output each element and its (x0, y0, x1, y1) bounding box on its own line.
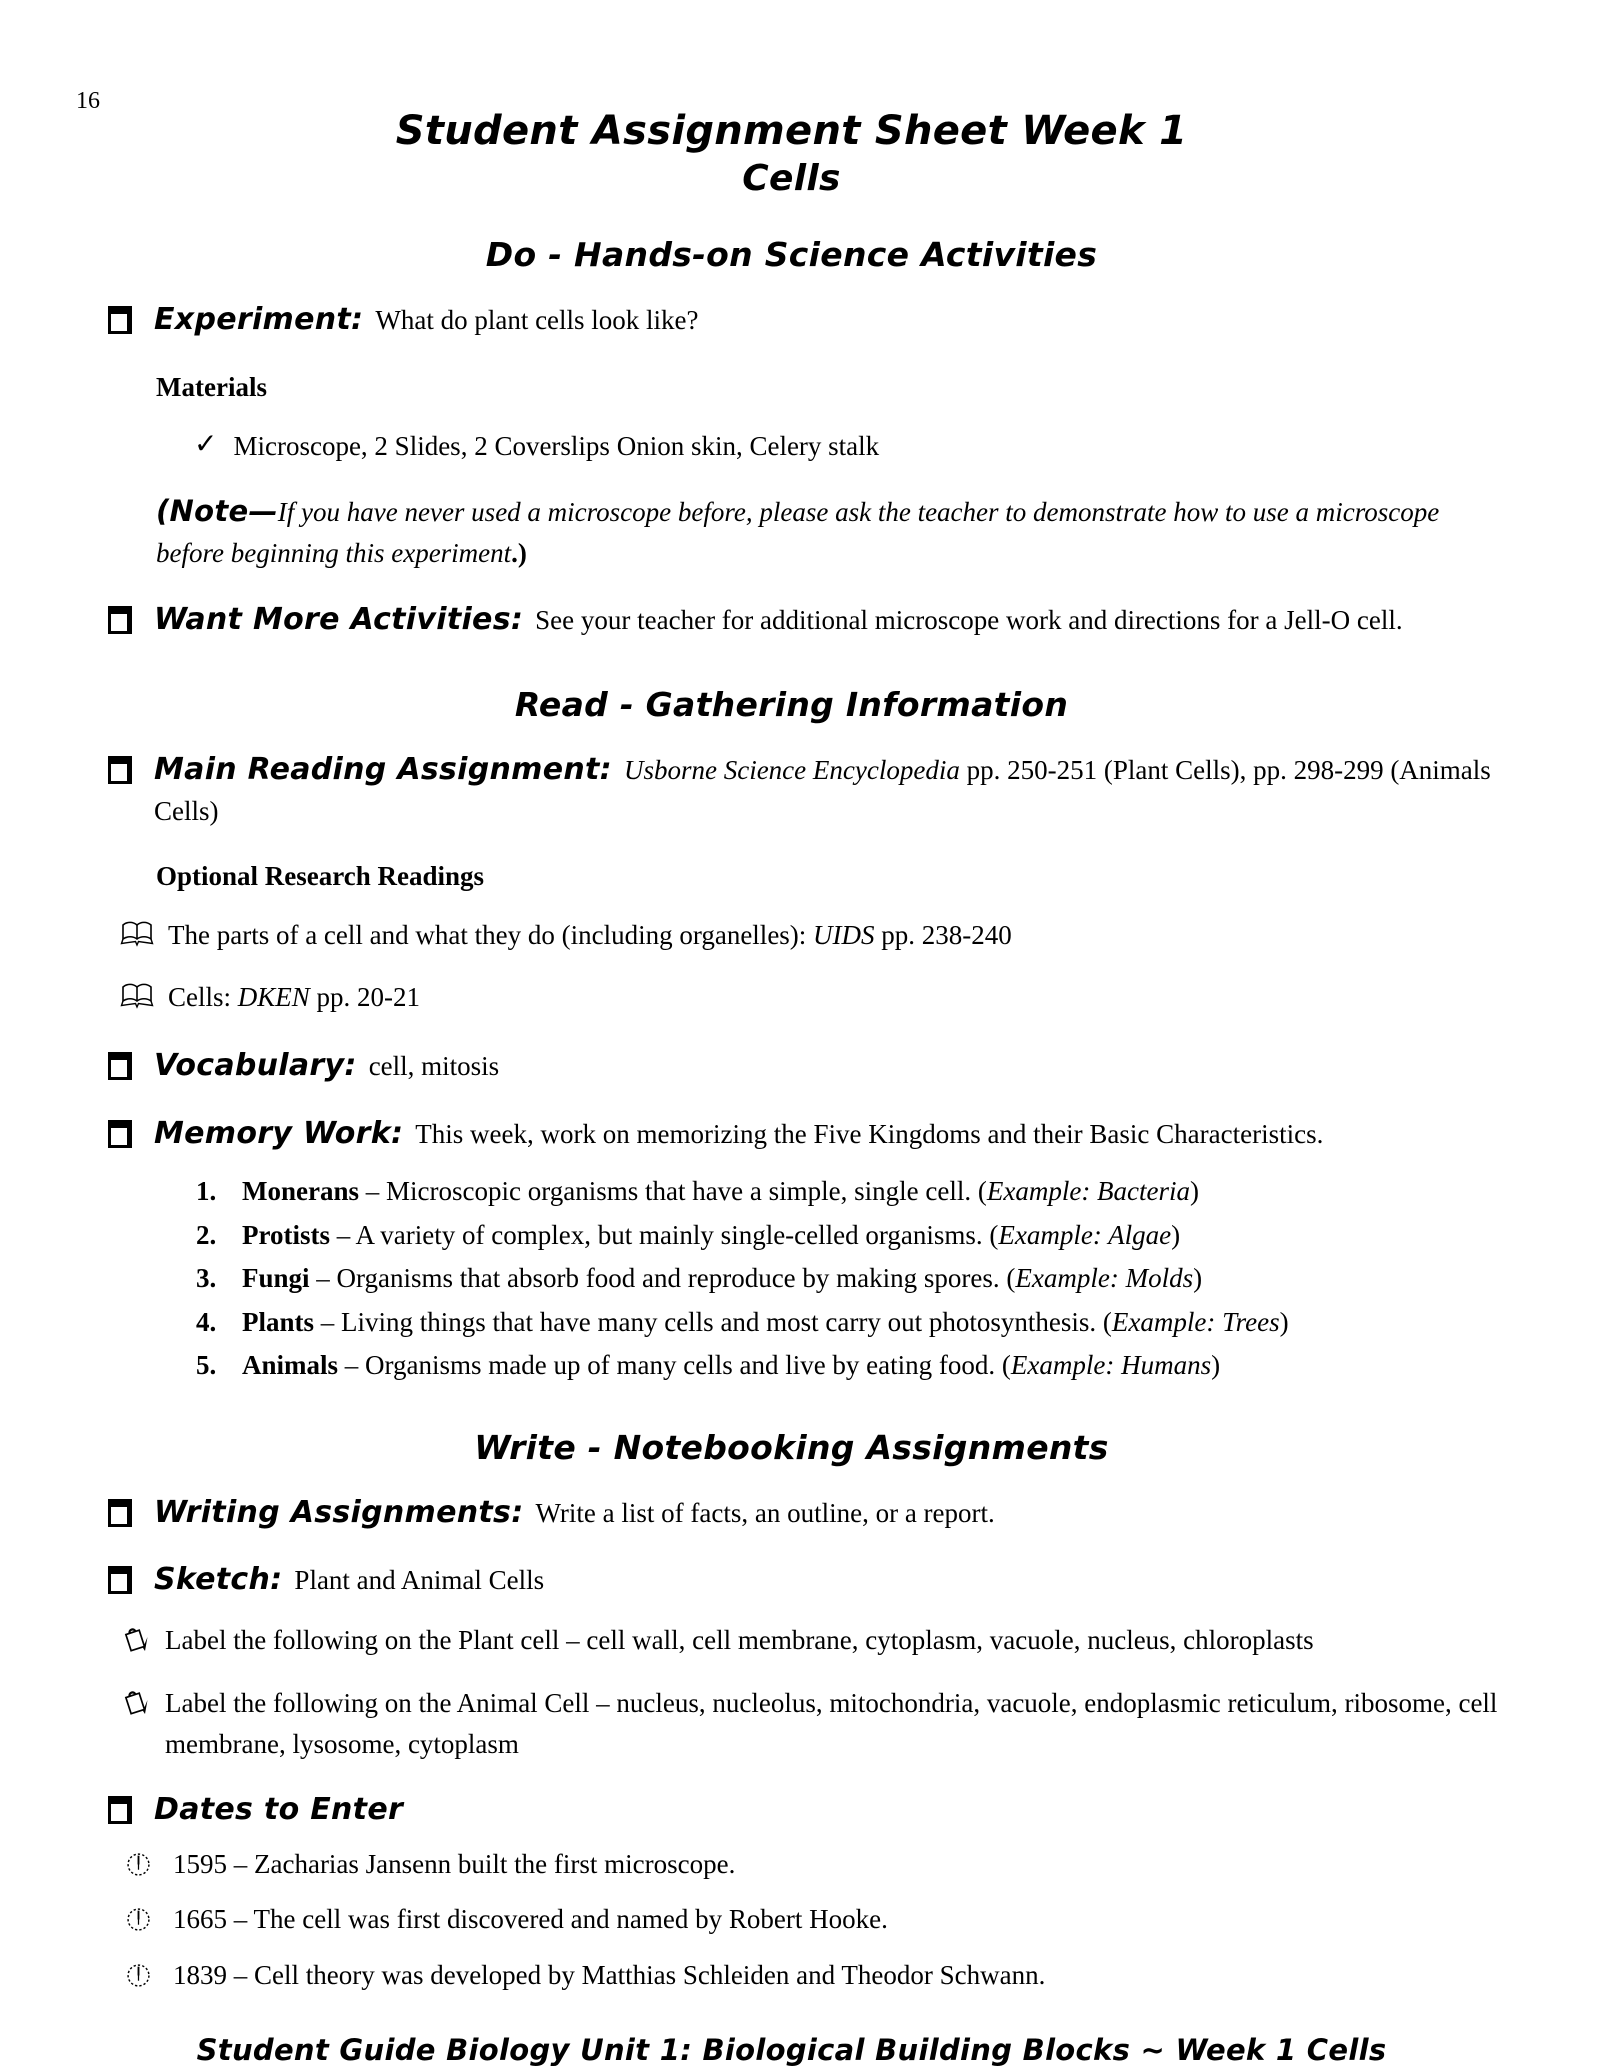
optional-readings-heading: Optional Research Readings (156, 860, 485, 891)
vocabulary-text: cell, mitosis (368, 1051, 500, 1082)
writing-assignments-label: Writing Assignments: (154, 1494, 524, 1530)
reading-item-pages: pp. 20-21 (309, 982, 421, 1013)
date-item (126, 1901, 1505, 1943)
kingdom-text (242, 1347, 1220, 1383)
want-more-text: See your teacher for additional microscope work and directions for a Jell-O cell. (535, 604, 1403, 635)
kingdom-close: ) (1171, 1219, 1181, 1250)
checklist-item-experiment (78, 298, 1505, 342)
item-text (154, 298, 1505, 342)
kingdom-number: 4. (196, 1306, 217, 1337)
checkbox-icon (108, 1566, 132, 1594)
dates-label: Dates to Enter (154, 1792, 404, 1828)
kingdom-close: ) (1190, 1176, 1200, 1207)
writing-assignments-text: Write a list of facts, an outline, or a report. (535, 1497, 995, 1528)
sketch-list (78, 1620, 1505, 1765)
vocabulary-label: Vocabulary: (154, 1048, 357, 1084)
notepad-icon (122, 1624, 149, 1666)
kingdom-name: Plants (242, 1306, 315, 1337)
kingdom-desc: – Living things that have many cells and most carry out photosynthesis. ( (314, 1306, 1112, 1337)
kingdom-name: Monerans (242, 1176, 359, 1207)
checkbox-icon (108, 1120, 132, 1148)
sketch-item (122, 1620, 1505, 1666)
experiment-label: Experiment: (154, 302, 364, 337)
memory-work-text: This week, work on memorizing the Five Kingdoms and their Basic Characteristics. (415, 1118, 1324, 1149)
materials-item-text: Microscope, 2 Slides, 2 Coverslips Onion skin, Celery stalk (233, 430, 880, 461)
note-body: If you have never used a microscope before, please ask the teacher to demonstrate how to use a microscope before beginning this experiment (156, 496, 1440, 569)
section-heading-read: Read - Gathering Information (514, 685, 1069, 725)
kingdoms-list (78, 1173, 1505, 1383)
open-book-icon (120, 919, 154, 958)
clock-icon (126, 1905, 151, 1943)
item-text (154, 1112, 1505, 1156)
kingdom-example: Example: Molds (1015, 1263, 1194, 1294)
kingdom-example: Example: Bacteria (986, 1176, 1191, 1207)
kingdom-text (242, 1217, 1180, 1253)
sketch-item-text: Label the following on the Animal Cell – nucleus, nucleolus, mitochondria, vacuole, endoplasmic reticulum, ribosome, cell membrane, lysosome, cytoplasm (165, 1688, 1498, 1759)
reading-item-book: DKEN (237, 982, 310, 1013)
checklist-item-sketch (78, 1558, 1505, 1602)
note-close: .) (511, 538, 527, 569)
kingdom-text (242, 1304, 1289, 1340)
section-heading-write: Write - Notebooking Assignments (474, 1427, 1109, 1467)
reading-item-pages: pp. 238-240 (874, 920, 1012, 951)
dates-list (78, 1846, 1505, 1999)
kingdom-close: ) (1211, 1350, 1221, 1381)
main-reading-label: Main Reading Assignment: (154, 752, 612, 788)
date-item (126, 1957, 1505, 1999)
open-book-icon (120, 981, 154, 1020)
kingdom-example: Example: Trees (1111, 1306, 1280, 1337)
date-item-text (173, 1901, 888, 1939)
memory-work-label: Memory Work: (154, 1115, 404, 1151)
date-event: – The cell was first discovered and named by Robert Hooke. (227, 1904, 888, 1935)
kingdom-desc: – Organisms made up of many cells and live by eating food. ( (338, 1350, 1011, 1381)
main-reading-pages: pp. 250-251 (Plant Cells), pp. 298-299 (Animals Cells) (154, 755, 1491, 826)
reading-item-text (168, 916, 1012, 955)
note-label: (Note— (156, 493, 278, 528)
date-item (126, 1846, 1505, 1888)
checklist-item-dates (78, 1788, 1505, 1832)
checklist-item-memory-work (78, 1112, 1505, 1156)
date-item-text (173, 1846, 735, 1884)
reading-item-text (168, 978, 420, 1017)
kingdom-text (242, 1260, 1202, 1296)
checklist-item-writing-assignments (78, 1491, 1505, 1535)
kingdom-item (196, 1260, 1505, 1296)
title-block (78, 106, 1505, 201)
kingdom-number: 2. (196, 1219, 217, 1250)
kingdom-close: ) (1279, 1306, 1289, 1337)
kingdom-desc: – Microscopic organisms that have a simple, single cell. ( (359, 1176, 987, 1207)
kingdom-number: 5. (196, 1350, 217, 1381)
clock-icon (126, 1961, 151, 1999)
checklist-item-vocabulary (78, 1044, 1505, 1088)
kingdom-name: Fungi (242, 1263, 310, 1294)
page-number: 16 (76, 88, 100, 114)
item-text (154, 1044, 1505, 1088)
kingdom-item (196, 1347, 1505, 1383)
kingdom-desc: – A variety of complex, but mainly single-celled organisms. ( (330, 1219, 999, 1250)
checklist-item-want-more (78, 598, 1505, 642)
optional-reading-item (120, 978, 1505, 1020)
want-more-label: Want More Activities: (154, 601, 524, 637)
sketch-item-text: Label the following on the Plant cell – cell wall, cell membrane, cytoplasm, vacuole, nucleus, chloroplasts (165, 1624, 1314, 1655)
kingdom-name: Animals (242, 1350, 339, 1381)
kingdom-item (196, 1217, 1505, 1253)
footer-text: Student Guide Biology Unit 1: Biological Building Blocks ~ Week 1 Cells (196, 2032, 1387, 2067)
kingdom-text (242, 1173, 1199, 1209)
check-mark-icon: ✓ (194, 426, 218, 460)
kingdom-close: ) (1193, 1263, 1203, 1294)
kingdom-number: 1. (196, 1176, 217, 1207)
date-year: 1839 (173, 1960, 227, 1991)
checkbox-icon (108, 606, 132, 634)
item-text (154, 748, 1505, 831)
sketch-label: Sketch: (154, 1562, 283, 1598)
materials-item (194, 427, 1505, 466)
checkbox-icon (108, 1052, 132, 1080)
experiment-text: What do plant cells look like? (375, 305, 699, 335)
item-text (154, 598, 1505, 642)
date-year: 1665 (173, 1904, 227, 1935)
date-event: – Zacharias Jansenn built the first microscope. (227, 1848, 736, 1879)
section-heading-do: Do - Hands-on Science Activities (485, 235, 1098, 274)
sketch-item (122, 1683, 1505, 1764)
kingdom-item (196, 1173, 1505, 1209)
clock-icon (126, 1850, 151, 1888)
kingdom-example: Example: Humans (1010, 1350, 1212, 1381)
item-text (154, 1558, 1505, 1602)
reading-item-pre: Cells: (168, 982, 238, 1013)
kingdom-item (196, 1304, 1505, 1340)
checkbox-icon (108, 756, 132, 784)
date-year: 1595 (173, 1848, 227, 1879)
page-subtitle: Cells (742, 158, 841, 199)
materials-heading: Materials (156, 371, 267, 402)
item-text (154, 1788, 1505, 1832)
checkbox-icon (108, 306, 132, 334)
notepad-icon (122, 1687, 149, 1729)
checkbox-icon (108, 1499, 132, 1527)
reading-item-pre: The parts of a cell and what they do (including organelles): (168, 920, 814, 951)
kingdom-desc: – Organisms that absorb food and reproduce by making spores. ( (309, 1263, 1016, 1294)
reading-item-book: UIDS (813, 920, 875, 951)
kingdom-name: Protists (242, 1219, 330, 1250)
page-title: Student Assignment Sheet Week 1 (395, 108, 1188, 154)
item-text (154, 1491, 1505, 1535)
note-paragraph (156, 490, 1505, 574)
optional-reading-item (120, 916, 1505, 958)
checklist-item-main-reading (78, 748, 1505, 831)
main-reading-book: Usborne Science Encyclopedia (623, 755, 960, 786)
date-event: – Cell theory was developed by Matthias Schleiden and Theodor Schwann. (227, 1960, 1046, 1991)
date-item-text (173, 1957, 1045, 1995)
kingdom-number: 3. (196, 1263, 217, 1294)
kingdom-example: Example: Algae (998, 1219, 1172, 1250)
sketch-text: Plant and Animal Cells (294, 1565, 545, 1596)
checkbox-icon (108, 1796, 132, 1824)
